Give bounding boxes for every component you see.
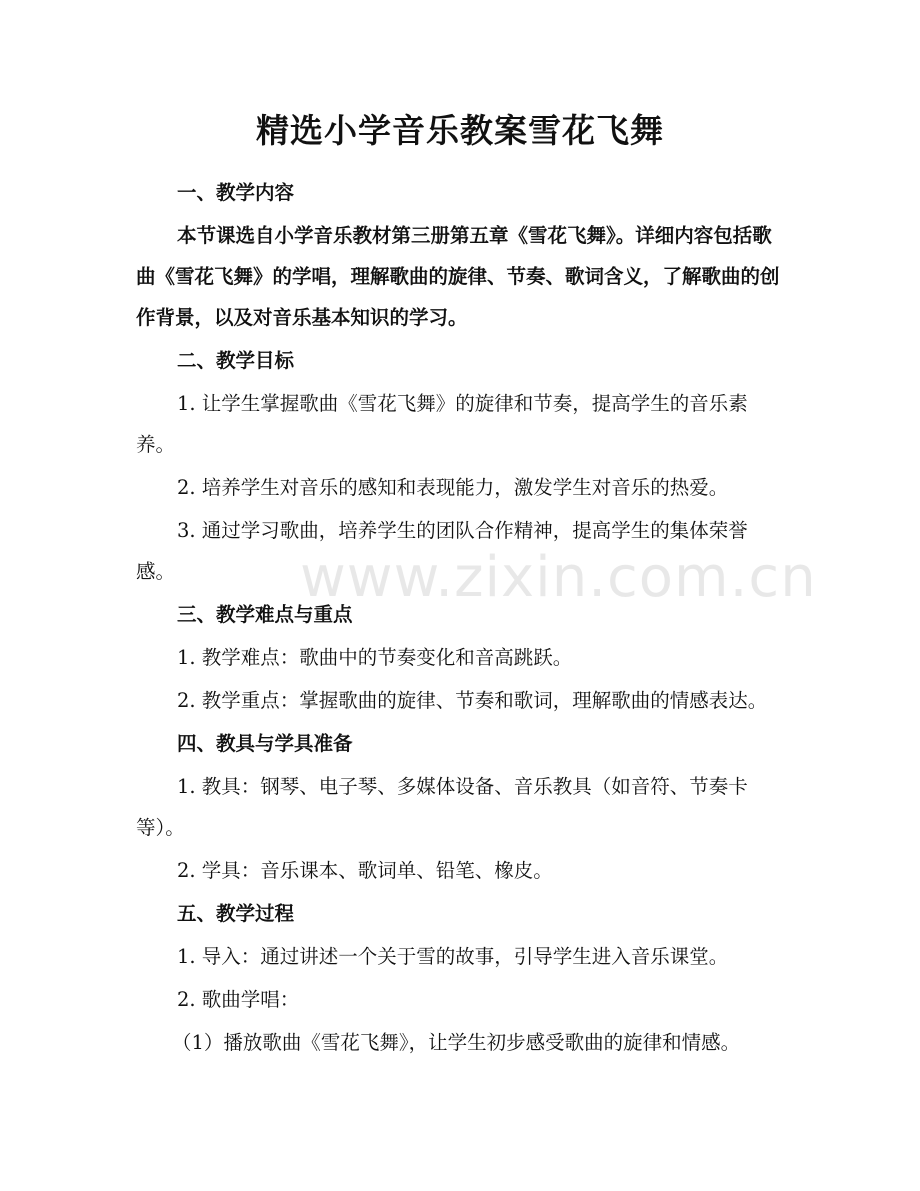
paragraph-objective-2: 2. 培养学生对音乐的感知和表现能力，激发学生对音乐的热爱。 bbox=[177, 476, 729, 499]
section-heading-materials: 四、教具与学具准备 bbox=[177, 732, 353, 755]
paragraph-student-aids: 2. 学具：音乐课本、歌词单、铅笔、橡皮。 bbox=[177, 859, 553, 882]
document-title: 精选小学音乐教案雪花飞舞 bbox=[256, 111, 664, 150]
paragraph-teaching-aids: 1. 教具：钢琴、电子琴、多媒体设备、音乐教具（如音符、节奏卡等）。 bbox=[136, 775, 748, 839]
document-body bbox=[136, 172, 817, 1063]
section-heading-difficulties: 三、教学难点与重点 bbox=[177, 603, 353, 626]
paragraph-key-point: 2. 教学重点：掌握歌曲的旋律、节奏和歌词，理解歌曲的情感表达。 bbox=[177, 689, 768, 712]
paragraph-difficulty: 1. 教学难点：歌曲中的节奏变化和音高跳跃。 bbox=[177, 646, 573, 669]
section-heading-process: 五、教学过程 bbox=[177, 902, 295, 925]
watermark-text: www.zixin.com.cn bbox=[300, 545, 817, 610]
paragraph-play-song: （1）播放歌曲《雪花飞舞》，让学生初步感受歌曲的旋律和情感。 bbox=[172, 1031, 741, 1054]
section-heading-objectives: 二、教学目标 bbox=[177, 349, 295, 372]
paragraph-song-learning: 2. 歌曲学唱： bbox=[177, 988, 300, 1011]
paragraph-objective-1: 1. 让学生掌握歌曲《雪花飞舞》的旋律和节奏，提高学生的音乐素养。 bbox=[136, 392, 748, 456]
paragraph-objective-3: 3. 通过学习歌曲，培养学生的团队合作精神，提高学生的集体荣誉感。 bbox=[136, 519, 748, 583]
paragraph-introduction: 1. 导入：通过讲述一个关于雪的故事，引导学生进入音乐课堂。 bbox=[177, 945, 729, 968]
section-heading-content: 一、教学内容 bbox=[177, 181, 295, 204]
paragraph-content-description: 本节课选自小学音乐教材第三册第五章《雪花飞舞》。详细内容包括歌曲《雪花飞舞》的学唱，理解歌曲的旋律、节奏、歌词含义，了解歌曲的创作背景，以及对音乐基本知识的学习。 bbox=[136, 224, 780, 329]
